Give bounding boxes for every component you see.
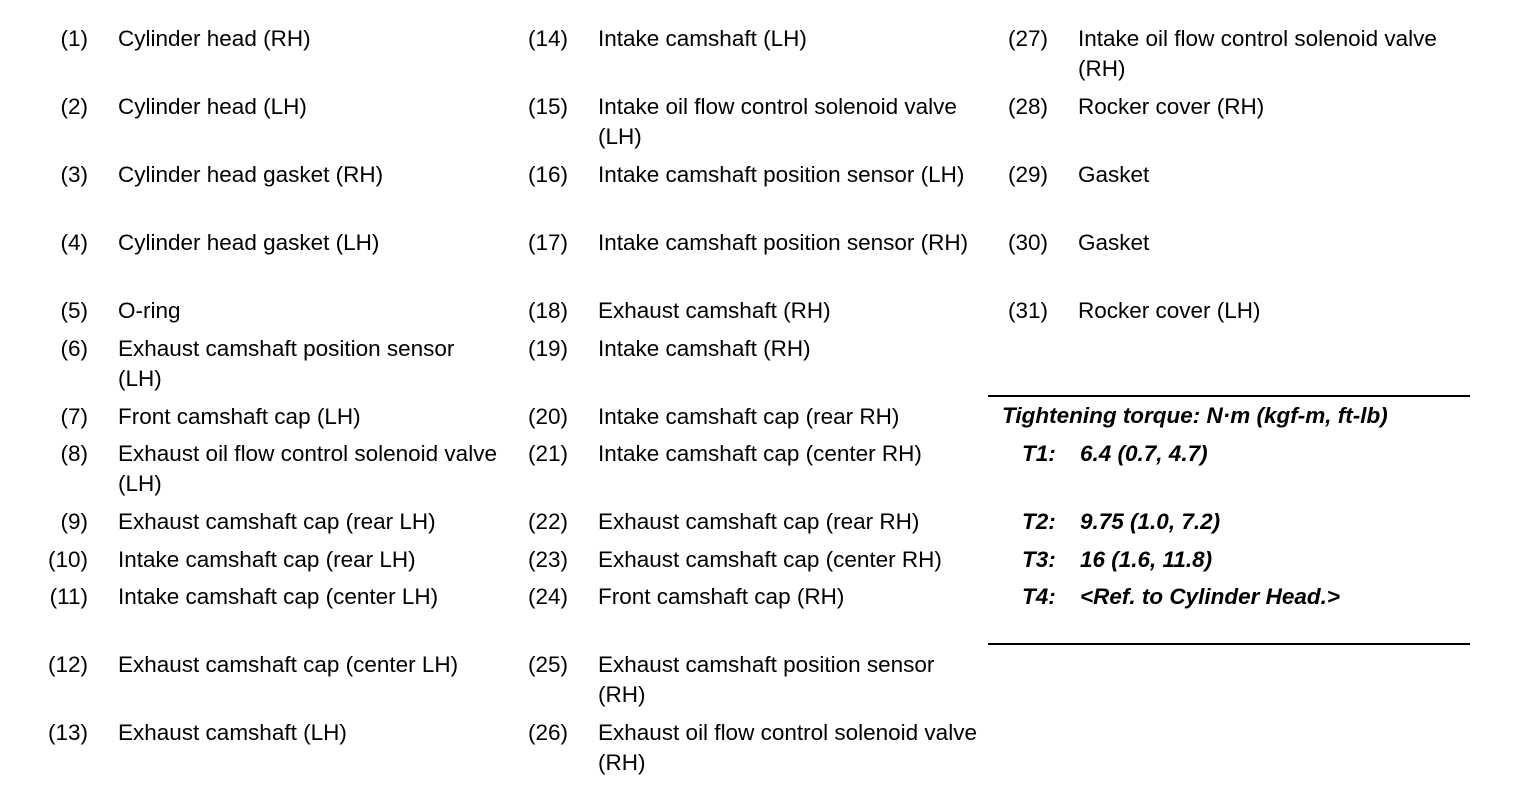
torque-bottom-rule — [988, 643, 1470, 645]
torque-label: T4: — [1022, 584, 1056, 609]
part-name: Intake camshaft (LH) — [598, 26, 807, 51]
part-name: Exhaust camshaft (RH) — [598, 298, 831, 323]
torque-value: <Ref. to Cylinder Head.> — [1080, 584, 1341, 609]
part-number: (17) — [527, 230, 568, 255]
part-number: (6) — [60, 336, 88, 361]
torque-top-rule — [988, 395, 1470, 397]
part-number: (18) — [527, 298, 568, 323]
part-number: (26) — [527, 720, 568, 745]
part-name: Exhaust oil flow control solenoid valve (RH) — [598, 720, 977, 775]
part-name: Intake camshaft position sensor (LH) — [598, 162, 965, 187]
part-number: (28) — [1007, 94, 1048, 119]
part-number: (31) — [1007, 298, 1048, 323]
part-number: (5) — [60, 298, 88, 323]
torque-row-t4 — [0, 582, 1536, 612]
part-number: (1) — [60, 26, 88, 51]
part-number: (15) — [527, 94, 568, 119]
part-name: Front camshaft cap (RH) — [598, 584, 845, 609]
part-number: (29) — [1007, 162, 1048, 187]
part-name: Intake camshaft (RH) — [598, 336, 811, 361]
part-name: Intake oil flow control solenoid valve (RH) — [1078, 26, 1437, 81]
part-name: O-ring — [118, 298, 181, 323]
part-name: Intake camshaft cap (center RH) — [598, 441, 922, 466]
part-number: (2) — [60, 94, 88, 119]
part-name: Intake camshaft cap (center LH) — [118, 584, 439, 609]
part-number: (19) — [527, 336, 568, 361]
part-name: Cylinder head gasket (RH) — [118, 162, 384, 187]
torque-row-t2 — [0, 507, 1536, 537]
part-name: Rocker cover (RH) — [1078, 94, 1265, 119]
part-number: (9) — [60, 509, 88, 534]
part-number: (13) — [47, 720, 88, 745]
part-name: Exhaust camshaft cap (center LH) — [118, 652, 459, 677]
part-number: (23) — [527, 547, 568, 572]
part-name: Exhaust camshaft position sensor (LH) — [118, 336, 455, 391]
part-number: (14) — [527, 26, 568, 51]
torque-value: 16 (1.6, 11.8) — [1080, 547, 1213, 572]
part-name: Cylinder head (LH) — [118, 94, 307, 119]
part-name: Cylinder head gasket (LH) — [118, 230, 380, 255]
part-name: Exhaust camshaft (LH) — [118, 720, 347, 745]
torque-label: T2: — [1022, 509, 1056, 534]
torque-title: Tightening torque: N·m (kgf-m, ft-lb) — [1002, 403, 1388, 428]
part-number: (30) — [1007, 230, 1048, 255]
part-number: (3) — [60, 162, 88, 187]
part-number: (25) — [527, 652, 568, 677]
part-number: (22) — [527, 509, 568, 534]
part-number: (10) — [47, 547, 88, 572]
part-name: Exhaust camshaft cap (rear LH) — [118, 509, 436, 534]
part-number: (4) — [60, 230, 88, 255]
part-name: Intake camshaft cap (rear RH) — [598, 404, 900, 429]
torque-label: T1: — [1022, 441, 1056, 466]
part-number: (7) — [60, 404, 88, 429]
part-name: Gasket — [1078, 230, 1150, 255]
torque-row-t1 — [0, 439, 1536, 469]
part-number: (16) — [527, 162, 568, 187]
part-name: Rocker cover (LH) — [1078, 298, 1261, 323]
part-name: Exhaust camshaft cap (center RH) — [598, 547, 942, 572]
part-number: (11) — [49, 584, 88, 609]
part-name: Exhaust camshaft position sensor (RH) — [598, 652, 935, 707]
part-name: Cylinder head (RH) — [118, 26, 311, 51]
part-name: Intake oil flow control solenoid valve (LH) — [598, 94, 957, 149]
part-number: (20) — [527, 404, 568, 429]
part-name: Exhaust camshaft cap (rear RH) — [598, 509, 920, 534]
part-number: (24) — [527, 584, 568, 609]
part-number: (8) — [60, 441, 88, 466]
torque-value: 9.75 (1.0, 7.2) — [1080, 509, 1221, 534]
part-name: Intake camshaft cap (rear LH) — [118, 547, 416, 572]
part-name: Exhaust oil flow control solenoid valve (LH) — [118, 441, 497, 496]
part-name: Front camshaft cap (LH) — [118, 404, 361, 429]
part-number: (12) — [47, 652, 88, 677]
part-name: Intake camshaft position sensor (RH) — [598, 230, 969, 255]
part-number: (27) — [1007, 26, 1048, 51]
torque-value: 6.4 (0.7, 4.7) — [1080, 441, 1208, 466]
part-number: (21) — [527, 441, 568, 466]
torque-label: T3: — [1022, 547, 1056, 572]
torque-row-t3 — [0, 545, 1536, 575]
part-name: Gasket — [1078, 162, 1150, 187]
